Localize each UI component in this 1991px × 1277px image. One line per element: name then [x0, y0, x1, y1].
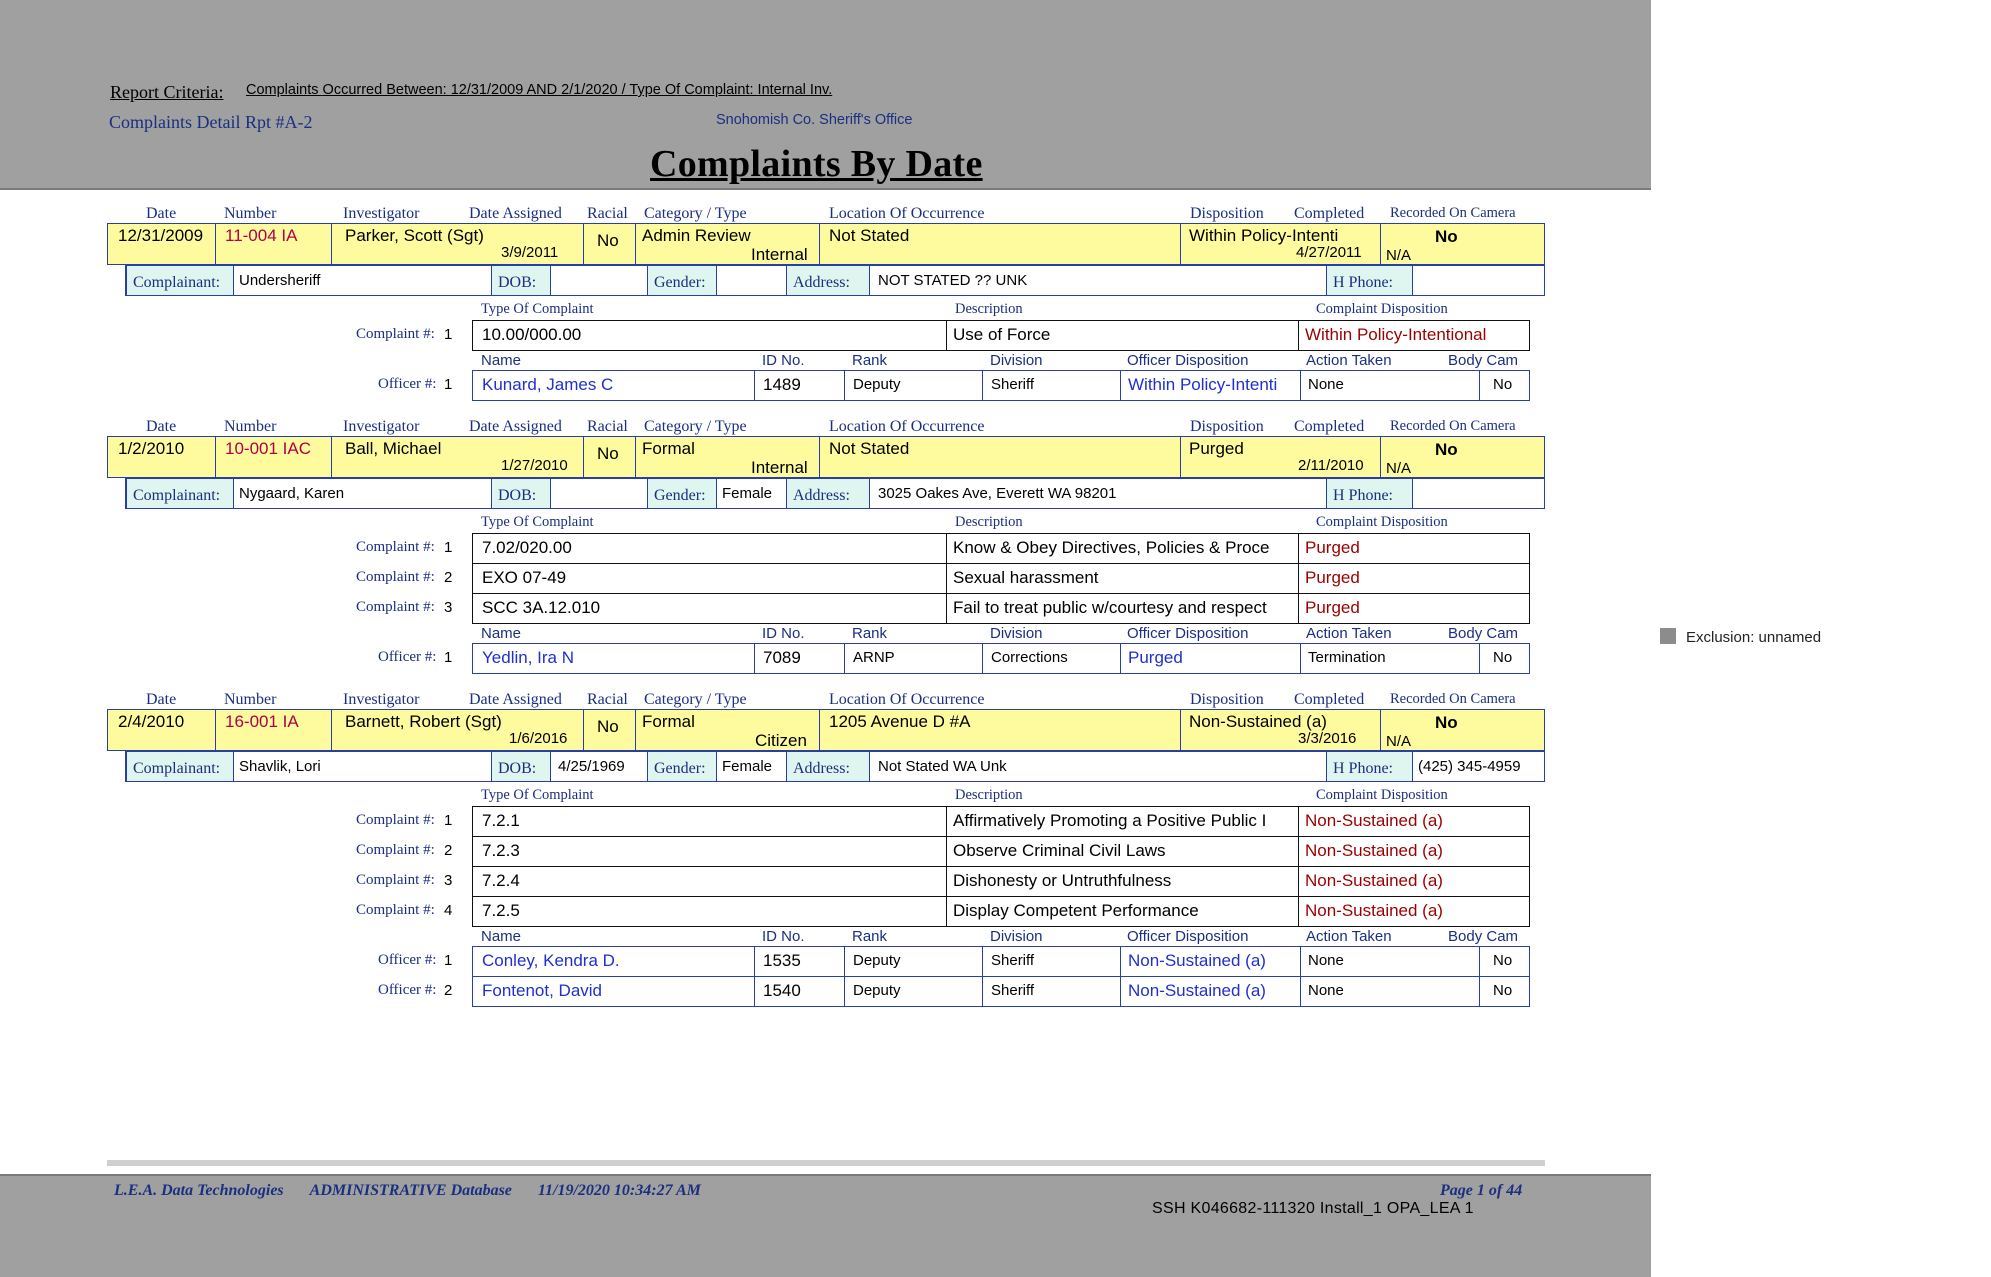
cell-divider	[331, 710, 332, 750]
hdr-action-taken: Action Taken	[1306, 625, 1392, 642]
cell-divider	[754, 371, 755, 400]
hdr-description: Description	[955, 514, 1023, 530]
footer-left	[114, 1182, 701, 1200]
cell-divider	[1120, 947, 1121, 976]
hdr-officer-name: Name	[481, 928, 522, 945]
complaint-disposition: Purged	[1305, 538, 1360, 557]
cell-divider	[1300, 371, 1301, 400]
complaint-type: 7.2.5	[482, 901, 520, 920]
hdr-racial: Racial	[587, 418, 628, 435]
cell-divider	[1298, 837, 1299, 866]
complaint-num-label: Complaint #:	[356, 569, 435, 585]
complaint-description: Observe Criminal Civil Laws	[953, 841, 1166, 860]
footer-page: Page 1 of 44	[1440, 1182, 1523, 1199]
complaint-row	[472, 836, 1530, 867]
cell-divider	[331, 224, 332, 264]
officer-division: Sheriff	[991, 952, 1035, 969]
complainant-gender: Female	[722, 485, 773, 502]
record-investigator: Ball, Michael	[345, 439, 442, 458]
hdr-location: Location Of Occurrence	[829, 205, 985, 222]
hdr-date: Date	[146, 691, 177, 708]
complainant-row	[125, 265, 1545, 296]
hdr-officer-disposition: Officer Disposition	[1127, 928, 1249, 945]
record-type: Internal	[751, 245, 808, 264]
hdr-racial: Racial	[587, 205, 628, 222]
hdr-completed: Completed	[1294, 418, 1365, 435]
cell-divider	[1298, 867, 1299, 896]
record-date: 2/4/2010	[118, 712, 185, 731]
officer-num: 1	[444, 952, 453, 969]
cell-divider	[1300, 644, 1301, 673]
record-racial: No	[597, 717, 619, 736]
record-camera: No	[1435, 440, 1458, 459]
gender-label: Gender:	[647, 266, 717, 295]
record-category: Formal	[642, 439, 695, 458]
officer-num: 1	[444, 649, 453, 666]
officer-disposition: Non-Sustained (a)	[1128, 951, 1266, 970]
cell-divider	[1479, 371, 1480, 400]
complainant-row	[125, 478, 1545, 509]
cell-divider	[1298, 807, 1299, 836]
record-na: N/A	[1386, 247, 1412, 264]
hdr-date: Date	[146, 205, 177, 222]
cell-divider	[583, 437, 584, 477]
complaint-num-label: Complaint #:	[356, 902, 435, 918]
cell-divider	[946, 594, 947, 623]
officer-row	[472, 976, 1530, 1007]
cell-divider	[844, 947, 845, 976]
complaint-type: 10.00/000.00	[482, 325, 582, 344]
complaint-num: 2	[444, 569, 453, 586]
record-location: Not Stated	[829, 226, 910, 245]
page-title: Complaints By Date	[650, 143, 983, 185]
complaint-disposition: Purged	[1305, 568, 1360, 587]
complaint-num-label: Complaint #:	[356, 599, 435, 615]
cell-divider	[1380, 224, 1381, 264]
cell-divider	[1479, 977, 1480, 1006]
complaint-disposition: Non-Sustained (a)	[1305, 811, 1443, 830]
complaint-num: 2	[444, 842, 453, 859]
hdr-category: Category / Type	[644, 691, 747, 708]
complaint-row	[472, 563, 1530, 594]
record-date: 1/2/2010	[118, 439, 185, 458]
officer-num-label: Officer #:	[378, 982, 437, 998]
hdr-number: Number	[224, 205, 277, 222]
cell-divider	[215, 710, 216, 750]
dob-label: DOB:	[491, 752, 551, 781]
hdr-division: Division	[990, 352, 1043, 369]
cell-divider	[819, 437, 820, 477]
officer-rank: ARNP	[853, 649, 895, 666]
hdr-category: Category / Type	[644, 418, 747, 435]
officer-rank: Deputy	[853, 376, 901, 393]
hdr-investigator: Investigator	[343, 205, 420, 222]
hdr-disposition: Disposition	[1190, 418, 1264, 435]
cell-divider	[946, 897, 947, 926]
hdr-category: Category / Type	[644, 205, 747, 222]
complainant-label: Complainant:	[126, 266, 234, 295]
cell-divider	[331, 437, 332, 477]
hdr-complaint-disposition: Complaint Disposition	[1316, 787, 1448, 803]
legend-label: Exclusion: unnamed	[1686, 629, 1822, 646]
footer-doc-id: SSH K046682-111320 Install_1 OPA_LEA 1	[1152, 1200, 1474, 1217]
hdr-disposition: Disposition	[1190, 205, 1264, 222]
record-location: Not Stated	[829, 439, 910, 458]
hdr-officer-name: Name	[481, 625, 522, 642]
hdr-type-of-complaint: Type Of Complaint	[481, 301, 594, 317]
cell-divider	[583, 710, 584, 750]
complaint-row	[472, 533, 1530, 564]
record-date: 12/31/2009	[118, 226, 204, 245]
address-label: Address:	[786, 479, 870, 508]
complaint-row	[472, 806, 1530, 837]
record-camera: No	[1435, 227, 1458, 246]
complainant-hphone: (425) 345-4959	[1418, 758, 1521, 775]
cell-divider	[982, 977, 983, 1006]
hdr-date: Date	[146, 418, 177, 435]
complaint-disposition: Non-Sustained (a)	[1305, 841, 1443, 860]
record-date-assigned: 1/27/2010	[501, 457, 568, 474]
cell-divider	[635, 437, 636, 477]
cell-divider	[844, 371, 845, 400]
office-name: Snohomish Co. Sheriff's Office	[716, 112, 913, 128]
officer-num-label: Officer #:	[378, 649, 437, 665]
cell-divider	[982, 371, 983, 400]
officer-num: 2	[444, 982, 453, 999]
complaint-disposition: Non-Sustained (a)	[1305, 901, 1443, 920]
hdr-complaint-disposition: Complaint Disposition	[1316, 514, 1448, 530]
complaint-num: 3	[444, 872, 453, 889]
record-camera: No	[1435, 713, 1458, 732]
hdr-complaint-disposition: Complaint Disposition	[1316, 301, 1448, 317]
complaint-description: Dishonesty or Untruthfulness	[953, 871, 1172, 890]
cell-divider	[754, 644, 755, 673]
complaint-row	[472, 320, 1530, 351]
hdr-completed: Completed	[1294, 205, 1365, 222]
cell-divider	[1180, 437, 1181, 477]
hdr-division: Division	[990, 625, 1043, 642]
hdr-type-of-complaint: Type Of Complaint	[481, 787, 594, 803]
hdr-body-cam: Body Cam	[1448, 625, 1519, 642]
officer-disposition: Non-Sustained (a)	[1128, 981, 1266, 1000]
complainant-label: Complainant:	[126, 479, 234, 508]
gender-label: Gender:	[647, 479, 717, 508]
footer-database: ADMINISTRATIVE Database	[309, 1182, 512, 1199]
complaint-type: 7.2.4	[482, 871, 520, 890]
hdr-action-taken: Action Taken	[1306, 352, 1392, 369]
complaint-type: 7.2.1	[482, 811, 520, 830]
hdr-action-taken: Action Taken	[1306, 928, 1392, 945]
hdr-id-no: ID No.	[762, 928, 805, 945]
officer-rank: Deputy	[853, 982, 901, 999]
cell-divider	[1298, 534, 1299, 563]
cell-divider	[982, 947, 983, 976]
record-category: Formal	[642, 712, 695, 731]
cell-divider	[819, 224, 820, 264]
hphone-label: H Phone:	[1326, 479, 1413, 508]
cell-divider	[946, 837, 947, 866]
complaint-type: 7.02/020.00	[482, 538, 572, 557]
hdr-recorded-on-camera: Recorded On Camera	[1390, 418, 1516, 434]
address-label: Address:	[786, 266, 870, 295]
cell-divider	[635, 710, 636, 750]
record-disposition: Non-Sustained (a)	[1189, 712, 1327, 731]
officer-num: 1	[444, 376, 453, 393]
record-date-assigned: 3/9/2011	[501, 244, 559, 261]
complainant-gender: Female	[722, 758, 773, 775]
hdr-officer-disposition: Officer Disposition	[1127, 352, 1249, 369]
cell-divider	[946, 564, 947, 593]
legend	[1660, 628, 1821, 646]
hphone-label: H Phone:	[1326, 266, 1413, 295]
officer-bodycam: No	[1493, 376, 1513, 393]
complaint-description: Affirmatively Promoting a Positive Public I	[953, 811, 1267, 830]
hdr-number: Number	[224, 691, 277, 708]
officer-rank: Deputy	[853, 952, 901, 969]
hdr-officer-disposition: Officer Disposition	[1127, 625, 1249, 642]
complaint-row	[472, 896, 1530, 927]
officer-num-label: Officer #:	[378, 376, 437, 392]
complaint-type: SCC 3A.12.010	[482, 598, 601, 617]
cell-divider	[1120, 644, 1121, 673]
record-number: 11-004 IA	[225, 226, 298, 245]
cell-divider	[583, 224, 584, 264]
officer-bodycam: No	[1493, 649, 1513, 666]
cell-divider	[1180, 710, 1181, 750]
officer-action: None	[1308, 982, 1344, 999]
hdr-investigator: Investigator	[343, 691, 420, 708]
cell-divider	[215, 437, 216, 477]
complainant-label: Complainant:	[126, 752, 234, 781]
complaint-description: Display Competent Performance	[953, 901, 1199, 920]
hdr-description: Description	[955, 301, 1023, 317]
hdr-date-assigned: Date Assigned	[469, 691, 562, 708]
cell-divider	[982, 644, 983, 673]
hdr-number: Number	[224, 418, 277, 435]
officer-id: 1489	[763, 375, 801, 394]
page-rule	[107, 1160, 1545, 1166]
gender-label: Gender:	[647, 752, 717, 781]
record-category: Admin Review	[642, 226, 751, 245]
complaint-num-label: Complaint #:	[356, 539, 435, 555]
record-location: 1205 Avenue D #A	[829, 712, 971, 731]
complainant-name: Nygaard, Karen	[239, 485, 345, 502]
legend-swatch-icon	[1660, 628, 1676, 644]
footer-timestamp: 11/19/2020 10:34:27 AM	[537, 1182, 701, 1199]
cell-divider	[1300, 977, 1301, 1006]
criteria-value: Complaints Occurred Between: 12/31/2009 AND 2/1/2020 / Type Of Complaint: Internal Inv.	[246, 82, 833, 98]
hdr-body-cam: Body Cam	[1448, 928, 1519, 945]
officer-name: Yedlin, Ira N	[482, 648, 574, 667]
officer-bodycam: No	[1493, 952, 1513, 969]
dob-label: DOB:	[491, 479, 551, 508]
cell-divider	[1298, 321, 1299, 350]
cell-divider	[635, 224, 636, 264]
complaint-num: 4	[444, 902, 453, 919]
officer-action: None	[1308, 376, 1344, 393]
hdr-id-no: ID No.	[762, 625, 805, 642]
cell-divider	[1298, 897, 1299, 926]
hdr-rank: Rank	[852, 625, 888, 642]
officer-disposition: Within Policy-Intenti	[1128, 375, 1278, 394]
complainant-name: Undersheriff	[239, 272, 321, 289]
complainant-row	[125, 751, 1545, 782]
hdr-investigator: Investigator	[343, 418, 420, 435]
cell-divider	[1298, 564, 1299, 593]
record-completed: 3/3/2016	[1298, 730, 1357, 747]
complaint-num: 3	[444, 599, 453, 616]
cell-divider	[754, 977, 755, 1006]
footer-company: L.E.A. Data Technologies	[114, 1182, 284, 1199]
record-type: Citizen	[755, 731, 807, 750]
criteria-label: Report Criteria:	[110, 82, 224, 102]
complaint-num: 1	[444, 326, 453, 343]
cell-divider	[844, 644, 845, 673]
record-disposition: Purged	[1189, 439, 1244, 458]
record-number: 10-001 IAC	[225, 439, 311, 458]
complaint-type: EXO 07-49	[482, 568, 567, 587]
cell-divider	[754, 947, 755, 976]
complaint-disposition: Non-Sustained (a)	[1305, 871, 1443, 890]
hdr-id-no: ID No.	[762, 352, 805, 369]
complainant-address: NOT STATED ?? UNK	[878, 272, 1028, 289]
officer-bodycam: No	[1493, 982, 1513, 999]
officer-division: Sheriff	[991, 376, 1035, 393]
complainant-dob: 4/25/1969	[558, 758, 625, 775]
record-na: N/A	[1386, 733, 1412, 750]
complaint-row	[472, 593, 1530, 624]
record-completed: 2/11/2010	[1298, 457, 1364, 474]
complaint-description: Sexual harassment	[953, 568, 1099, 587]
cell-divider	[1479, 947, 1480, 976]
complaint-description: Use of Force	[953, 325, 1051, 344]
officer-id: 1535	[763, 951, 801, 970]
cell-divider	[1380, 710, 1381, 750]
officer-row	[472, 946, 1530, 977]
hdr-date-assigned: Date Assigned	[469, 418, 562, 435]
record-disposition: Within Policy-Intenti	[1189, 226, 1339, 245]
record-investigator: Parker, Scott (Sgt)	[345, 226, 484, 245]
complaint-num-label: Complaint #:	[356, 872, 435, 888]
complaint-type: 7.2.3	[482, 841, 520, 860]
hdr-officer-name: Name	[481, 352, 522, 369]
hdr-date-assigned: Date Assigned	[469, 205, 562, 222]
report-id: Complaints Detail Rpt #A-2	[109, 112, 313, 132]
record-na: N/A	[1386, 460, 1412, 477]
officer-action: Termination	[1308, 649, 1386, 666]
cell-divider	[1298, 594, 1299, 623]
complaint-row	[472, 866, 1530, 897]
cell-divider	[946, 867, 947, 896]
officer-division: Sheriff	[991, 982, 1035, 999]
record-type: Internal	[751, 458, 808, 477]
officer-name: Kunard, James C	[482, 375, 614, 394]
hdr-rank: Rank	[852, 928, 888, 945]
record-investigator: Barnett, Robert (Sgt)	[345, 712, 502, 731]
officer-row	[472, 643, 1530, 674]
address-label: Address:	[786, 752, 870, 781]
complaint-description: Know & Obey Directives, Policies & Proce	[953, 538, 1270, 557]
hdr-recorded-on-camera: Recorded On Camera	[1390, 205, 1516, 221]
officer-num-label: Officer #:	[378, 952, 437, 968]
officer-division: Corrections	[991, 649, 1068, 666]
cell-divider	[1120, 371, 1121, 400]
cell-divider	[1300, 947, 1301, 976]
cell-divider	[215, 224, 216, 264]
dob-label: DOB:	[491, 266, 551, 295]
complaint-num-label: Complaint #:	[356, 812, 435, 828]
hdr-recorded-on-camera: Recorded On Camera	[1390, 691, 1516, 707]
hdr-location: Location Of Occurrence	[829, 418, 985, 435]
officer-row	[472, 370, 1530, 401]
complaint-disposition: Within Policy-Intentional	[1305, 325, 1487, 344]
complaint-num: 1	[444, 812, 453, 829]
hdr-division: Division	[990, 928, 1043, 945]
hdr-type-of-complaint: Type Of Complaint	[481, 514, 594, 530]
hdr-racial: Racial	[587, 691, 628, 708]
hdr-location: Location Of Occurrence	[829, 691, 985, 708]
cell-divider	[946, 321, 947, 350]
cell-divider	[946, 807, 947, 836]
complaint-num: 1	[444, 539, 453, 556]
officer-name: Conley, Kendra D.	[482, 951, 620, 970]
hdr-completed: Completed	[1294, 691, 1365, 708]
hdr-rank: Rank	[852, 352, 888, 369]
cell-divider	[844, 977, 845, 1006]
complaint-num-label: Complaint #:	[356, 842, 435, 858]
hphone-label: H Phone:	[1326, 752, 1413, 781]
officer-action: None	[1308, 952, 1344, 969]
officer-name: Fontenot, David	[482, 981, 603, 1000]
complainant-address: Not Stated WA Unk	[878, 758, 1007, 775]
record-racial: No	[597, 444, 619, 463]
hdr-description: Description	[955, 787, 1023, 803]
cell-divider	[946, 534, 947, 563]
record-completed: 4/27/2011	[1296, 244, 1362, 261]
officer-disposition: Purged	[1128, 648, 1183, 667]
officer-id: 7089	[763, 648, 801, 667]
complainant-name: Shavlik, Lori	[239, 758, 321, 775]
cell-divider	[1180, 224, 1181, 264]
complainant-address: 3025 Oakes Ave, Everett WA 98201	[878, 485, 1117, 502]
record-racial: No	[597, 231, 619, 250]
cell-divider	[819, 710, 820, 750]
complaint-num-label: Complaint #:	[356, 326, 435, 342]
record-date-assigned: 1/6/2016	[509, 730, 568, 747]
hdr-disposition: Disposition	[1190, 691, 1264, 708]
complaint-description: Fail to treat public w/courtesy and respect	[953, 598, 1267, 617]
officer-id: 1540	[763, 981, 801, 1000]
cell-divider	[1479, 644, 1480, 673]
cell-divider	[1120, 977, 1121, 1006]
complaint-disposition: Purged	[1305, 598, 1360, 617]
hdr-body-cam: Body Cam	[1448, 352, 1519, 369]
cell-divider	[1380, 437, 1381, 477]
record-number: 16-001 IA	[225, 712, 299, 731]
